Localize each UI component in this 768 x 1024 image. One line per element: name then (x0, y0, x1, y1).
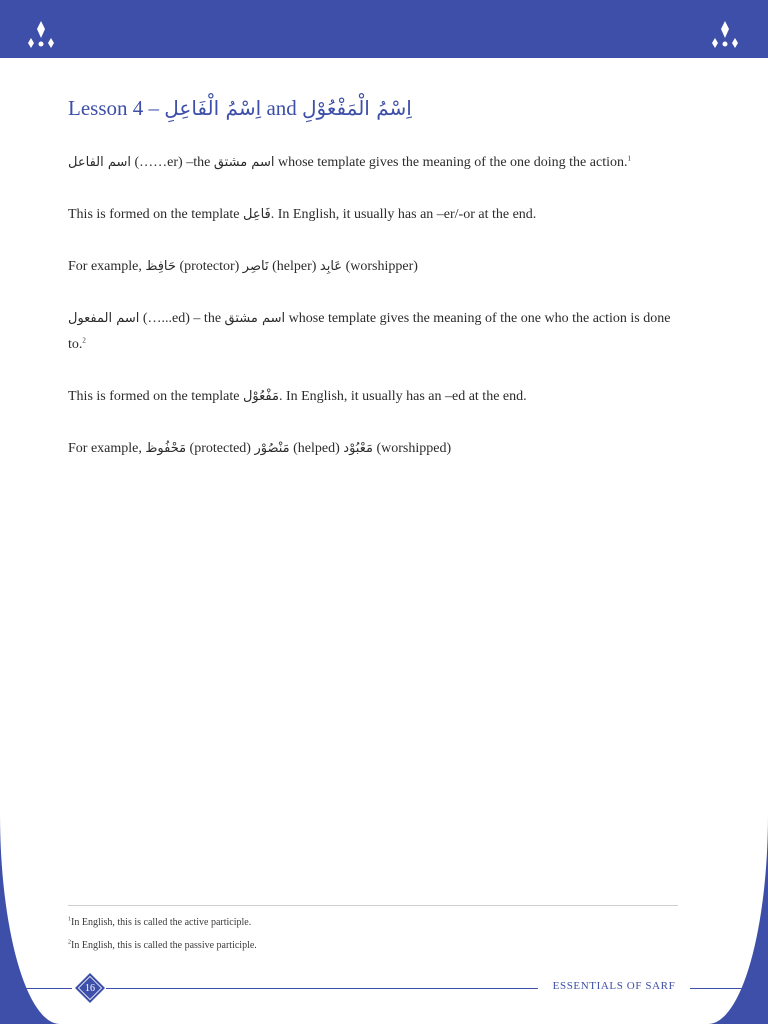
footnote-marker: 1 (68, 916, 71, 923)
lesson-term-passive: اِسْمُ الْمَفْعُوْلِ (302, 96, 412, 120)
paragraph-text: whose template gives the meaning of the one doing the action. (274, 155, 628, 170)
arabic-example: حَافِظ (145, 259, 176, 274)
footnote-text: In English, this is called the active participle. (71, 917, 252, 928)
paragraph-text: whose template gives the meaning of the one who the action is done to. (68, 311, 671, 352)
paragraph-text: . In English, it usually has an –er/-or at the end. (270, 207, 537, 222)
paragraph-passive-template (68, 384, 680, 410)
paragraph-text: For example, (68, 441, 146, 456)
example-gloss: (worshipper) (342, 259, 418, 274)
footnote-ref: 1 (627, 154, 631, 163)
footnote-1 (68, 911, 678, 934)
lesson-prefix: Lesson 4 – (68, 96, 165, 120)
arabic-term: اسم المفعول (68, 311, 140, 326)
footer-rule (690, 988, 752, 989)
fleur-ornament-icon (28, 20, 54, 50)
footnote-marker: 2 (68, 939, 71, 946)
lesson-title (68, 96, 412, 121)
lesson-content (68, 150, 680, 488)
example-gloss: (worshipped) (372, 441, 452, 456)
footnote-ref: 2 (82, 336, 86, 345)
paragraph-text: This is formed on the template (68, 207, 243, 222)
arabic-example: مَنْصُوْر (254, 441, 290, 456)
arabic-term: اسم الفاعل (68, 155, 132, 170)
paragraph-passive-examples (68, 436, 680, 462)
example-gloss: (protector) (175, 259, 243, 274)
example-gloss: (protected) (186, 441, 255, 456)
paragraph-text: . In English, it usually has an –ed at the end. (278, 389, 527, 404)
paragraph-active-examples (68, 254, 680, 280)
paragraph-active-definition (68, 150, 680, 176)
arabic-term: اسم مشتق (224, 311, 286, 326)
arabic-example: عَابِد (319, 259, 343, 274)
fleur-ornament-icon (712, 20, 738, 50)
footnote-divider (68, 905, 678, 906)
footer-rule (106, 988, 538, 989)
arabic-example: مَعْبُوْد (343, 441, 373, 456)
arabic-term: اسم مشتق (213, 155, 275, 170)
arabic-term: مَفْعُوْل (242, 389, 279, 404)
example-gloss: (helper) (268, 259, 320, 274)
lesson-term-active: اِسْمُ الْفَاعِلِ (164, 96, 262, 120)
paragraph-text: (…...ed) – the (139, 311, 225, 326)
arabic-term: فَاعِل (242, 207, 271, 222)
page-number: 16 (85, 982, 95, 994)
paragraph-text: This is formed on the template (68, 389, 243, 404)
example-gloss: (helped) (289, 441, 344, 456)
paragraph-text: For example, (68, 259, 146, 274)
paragraph-passive-definition (68, 306, 680, 358)
footnote-2 (68, 934, 678, 957)
footnote-text: In English, this is called the passive participle. (71, 940, 257, 951)
paragraph-active-template (68, 202, 680, 228)
footer-rule (16, 988, 72, 989)
footnotes (68, 911, 678, 957)
book-title: ESSENTIALS OF SARF (552, 980, 676, 992)
arabic-example: نَاصِر (242, 259, 269, 274)
paragraph-text: (……er) –the (131, 155, 214, 170)
arabic-example: مَحْفُوظ (145, 441, 187, 456)
lesson-connector: and (261, 96, 303, 120)
